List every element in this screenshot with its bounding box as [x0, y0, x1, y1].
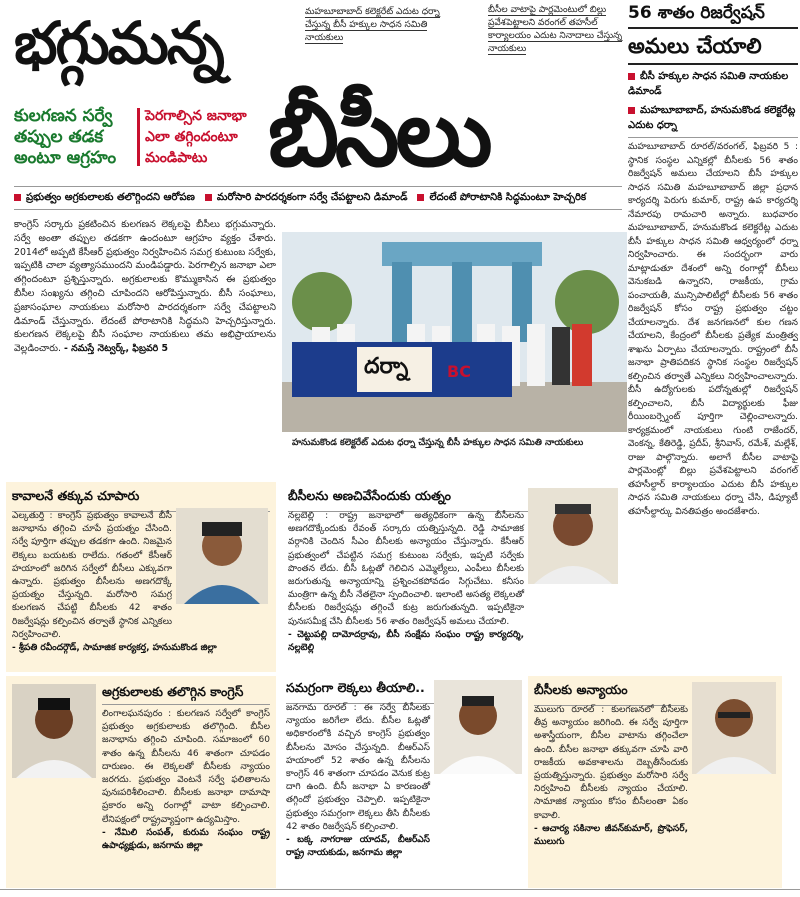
- strip-item-text: మరోసారి పారదర్శకంగా సర్వే చేపట్టాలని డిమాండ్: [216, 192, 408, 203]
- bullet-square-icon: [205, 194, 212, 201]
- page-bottom-rule: [0, 889, 800, 890]
- main-headline: బీసీలు: [268, 80, 489, 187]
- bullet-square-icon: [417, 194, 424, 201]
- section-body-text: లింగాలఘనపురం : కులగణన సర్వేలో కాంగ్రెస్ ప్రభుత్వం అగ్రకులాలకు తలొగ్గింది. బీసీల జనాభాను తగ్గించి చూపింది. సమాజంలో 60 శాతం ఉన్న బీసీలను 46 శాతంగా చూపడం దారుణం. ఈ లెక్కలతో బీసీలకు న్యాయం జరగదు. ప్రభుత్వం వెంటనే సర్వే ఫలితాలను పునఃపరిశీలించాలి. బీసీలకు జనాభా దామాషా ప్రకారం అన్ని రంగాల్లో వాటా కల్పించాలి. లేనిపక్షంలో రాష్ట్రవ్యాప్తంగా ఉద్యమిస్తాం.: [102, 709, 270, 825]
- section-heading: సమగ్రంగా లెక్కలు తీయాలి..: [286, 680, 425, 695]
- section-body-text: ములుగు రూరల్ : కులగణనలో బీసీలకు తీవ్ర అన్యాయం జరిగింది. ఈ సర్వే పూర్తిగా అశాస్త్రీయంగా, బీసీల వాటాను తగ్గించేలా ఉంది. బీసీల జనాభా తక్కువగా చూపి వారి రాజకీయ అవకాశాలను దెబ్బతీసేందుకు ప్రయత్నిస్తున్నారు. ప్రభుత్వం మరోసారి సర్వే నిర్వహించి బీసీలకు న్యాయం చేయాలి. సామాజిక న్యాయం కోసం బీసీలంతా ఏకం కావాలి.: [534, 705, 688, 821]
- lead-body-text: కాంగ్రెస్ సర్కారు ప్రకటించిన కులగణన లెక్కలపై బీసీలు భగ్గుమన్నారు. సర్వే అంతా తప్పుల తడకగా ఉందంటూ ఆగ్రహం వ్యక్తం చేశారు. 2014లో అప్పటి కేసీఆర్ ప్రభుత్వం నిర్వహించిన సమగ్ర కుటుంబ సర్వేకు, ఇప్పటికి చాలా వ్యత్యాసముందని మండిపడ్డారు. పెరగాల్సిన జనాభా ఎలా తగ్గిందంటూ ప్రశ్నిస్తున్నారు. అగ్రకులాలకు కొమ్ముకాసిన ఈ ప్రభుత్వం బీసీల సంఖ్యను తగ్గించి చూపిందని ఆరోపిస్తున్నారు. బీసీ సంఘాలు, ప్రజాసంఘాల నాయకులు మరోసారి పారదర్శకంగా సర్వే చేపట్టాలని డిమాండ్ చేస్తున్నారు. లేదంటే పోరాటానికి సిద్ధమని హెచ్చరిస్తున్నారు. కులగణన లెక్కలపై బీసీ సంఘాల నాయకులు తమ అభిప్రాయాలను వెల్లడించారు.: [14, 219, 276, 355]
- bullet-square-icon: [14, 194, 21, 201]
- subheadline-left: కులగణన సర్వే తప్పుల తడక అంటూ ఆగ్రహం: [14, 106, 117, 168]
- subheadline-mid: పెరగాల్సిన జనాభా ఎలా తగ్గిందంటూ మండిపాటు: [145, 108, 247, 166]
- section-credit: - చెట్టుపల్లి దామోదర్రావు, బీసీ సంక్షేమ సంఘం రాష్ట్ర కార్యదర్శి, నల్లబెల్లి: [288, 629, 524, 654]
- section-body: [102, 708, 270, 884]
- section-body-text: జనగామ రూరల్ : ఈ సర్వే బీసీలకు న్యాయం జరిగేలా లేదు. బీసీల ఓట్లతో అధికారంలోకి వచ్చిన కాంగ్రెస్ ప్రభుత్వం బీసీలను మోసం చేస్తున్నది. బీఆర్ఎస్ హయాంలో 52 శాతం ఉన్న బీసీలను కాంగ్రెస్ 46 శాతంగా చూపడం వెనుక కుట్ర దాగి ఉంది. బీసీ జనాభా ఏ కారణంతో తగ్గిందో ప్రభుత్వం చెప్పాలి. ఇప్పటికైనా ప్రభుత్వం సమగ్రంగా లెక్కలు తీసి బీసీలకు 42 శాతం రిజర్వేషన్ కల్పించాలి.: [286, 703, 430, 832]
- portrait-photo: [434, 680, 522, 774]
- side-divider: [628, 137, 798, 138]
- protest-photo-illustration: [282, 232, 627, 432]
- section-body-text: నల్లబెల్లి : రాష్ట్ర జనాభాలో అత్యధికంగా ఉన్న బీసీలను అణగదొక్కేందుకు రేవంత్ సర్కారు యత్నిస్తున్నది. రెడ్డి సామాజిక వర్గానికి చెందిన సీఎం బీసీలకు అన్యాయం చేస్తున్నారు. కేసీఆర్ ప్రభుత్వంలో చేపట్టిన సమగ్ర కుటుంబ సర్వేకు, ఇప్పటి సర్వేకు పొంతన లేదు. బీసీ ఓట్లతో గెలిచిన ఎమ్మెల్యేలు, ఎంపీలు బీసీలకు జరుగుతున్న అన్యాయాన్ని ప్రశ్నించకపోవడం సిగ్గుచేటు. కనీసం మంత్రిగా ఉన్న బీసీ నేతలైనా స్పందించాలి. ఇలాంటి అసత్య లెక్కలతో బీసీలకు రిజర్వేషన్లు తగ్గించే కుట్ర జరుగుతున్నది. ఇప్పటికైనా పునఃసమీక్ష చేసి బీసీలకు 56 శాతం రిజర్వేషన్ అమలు చేయాలి.: [288, 511, 524, 627]
- section-heading: బీసీలను అణచివేసేందుకు యత్నం: [288, 488, 451, 503]
- teaser-warangal: [488, 4, 628, 56]
- lead-credit: - నమస్తే నెట్వర్క్, ఫిబ్రవరి 5: [63, 343, 168, 355]
- lead-article: [14, 218, 276, 468]
- section-heading: కావాలనే తక్కువ చూపారు: [12, 488, 140, 503]
- portrait-photo: [176, 508, 268, 604]
- photo-caption: హనుమకొండ కలెక్టరేట్ ఎదుట ధర్నా చేస్తున్న బీసీ హక్కుల సాధన సమితి నాయకులు: [292, 438, 584, 448]
- section-body: [288, 510, 524, 668]
- side-divider: [628, 63, 798, 65]
- teaser-text: మహబూబాబాద్ కలెక్టరేట్ ఎదుట ధర్నా చేస్తున్న బీసీ హక్కుల సాధన సమితి నాయకులు: [305, 7, 440, 43]
- section-heading: బీసీలకు అన్యాయం: [534, 682, 628, 697]
- bullet-text: బీసీ హక్కుల సాధన సమితి నాయకుల డిమాండ్: [628, 71, 789, 97]
- side-body-text: మహబూబాబాద్ రూరల్/వరంగల్, ఫిబ్రవరి 5 : స్థానిక సంస్థల ఎన్నికల్లో బీసీలకు 56 శాతం రిజర్వేషన్ అమలు చేయాలని బీసీ హక్కుల సాధన సమితి మహబూబాబాద్ జిల్లా ప్రధాన కార్యదర్శి పెరుగు కుమార్, రాష్ట్ర ఉప కార్యదర్శి నేమారపు రామచారి అన్నారు. బుధవారం మహబూబాబాద్, హనుమకొండ కలెక్టరేట్ల ఎదుట బీసీ హక్కుల సాధన సమితి ఆధ్వర్యంలో ధర్నా నిర్వహించారు. ఈ సందర్భంగా వారు మాట్లాడుతూ దేశంలో అన్ని రంగాల్లో బీసీలు వెనుకబడి ఉన్నారని, రాజకీయ, గ్రామ పంచాయతీ, మున్సిపాలిటీల్లో బీసీలకు 56 శాతం రిజర్వేషన్ కోసం రాష్ట్ర ప్రభుత్వం చట్టం చేయాలన్నారు. దేశ జనగణనలో కుల గణన చేయాలని, కేంద్రంలో బీసీలకు ప్రత్యేక మంత్రిత్వ శాఖను ఏర్పాటు చేయాలన్నారు. రాష్ట్రంలో బీసీ జనాభా ప్రాతిపదికన స్థానిక సంస్థల రిజర్వేషన్ కల్పించిన తర్వాతే ఎన్నికలు నిర్వహించాలన్నారు. బీసీ ఉద్యోగులకు పదోన్నతుల్లో రిజర్వేషన్ కల్పించాలని, బీసీ విద్యార్థులకు ఫీజు రీయింబర్స్మెంట్ పూర్తిగా చెల్లించాలన్నారు. కార్యక్రమంలో నాయకులు గుంటి రాజేందర్, వెంకన్న, కేతిరెడ్డి, ప్రదీప్, శ్రీనివాస్, రమేశ్, మల్లేశ్, రాజు పాల్గొన్నారు. అలాగే బీసీల వాటాపై పార్లమెంట్లో బిల్లు ప్రవేశపెట్టాలని వరంగల్ తహసీల్దార్ కార్యాలయం ఎదుట బీసీ హక్కుల సాధన సమితి నాయకులు ధర్నా చేసి, డిప్యూటీ తహసీల్దార్కు వినతిపత్రం అందజేశారు.: [628, 142, 798, 517]
- opinion-box-3: [6, 676, 276, 888]
- side-divider: [628, 27, 798, 29]
- section-credit: - బక్క నాగరాజు యాదవ్, బీఆర్ఎస్ రాష్ట్ర నాయకుడు, జనగామ జిల్లా: [286, 835, 430, 859]
- opinion-box-4: [282, 676, 524, 888]
- bullet-text: మహబూబాబాద్, హనుమకొండ కలెక్టరేట్ల ఎదుట ధర్నా: [628, 105, 796, 131]
- strip-item: [205, 191, 408, 205]
- portrait-photo: [12, 684, 96, 778]
- strip-item-text: ప్రభుత్వం అగ్రకులాలకు తలొగ్గిందని ఆరోపణ: [26, 192, 195, 203]
- main-headline-top: భగ్గుమన్న: [14, 9, 223, 77]
- teaser-text: బీసీల వాటాపై పార్లమెంటులో బిల్లు ప్రవేశపెట్టాలని వరంగల్ తహసీల్ కార్యాలయం ఎదుట నినాదాలు చేస్తున్న నాయకులు: [488, 5, 623, 54]
- opinion-box-5: [528, 676, 782, 888]
- portrait-photo: [528, 488, 618, 584]
- divider-red: [137, 108, 140, 166]
- side-bullet: [628, 103, 798, 133]
- portrait-photo: [692, 682, 776, 774]
- banner-text: దర్నా: [364, 354, 409, 379]
- opinion-box-1: [6, 482, 276, 672]
- bullet-square-icon: [628, 73, 635, 80]
- protest-photo: [282, 232, 627, 432]
- section-body: [534, 704, 688, 884]
- side-headline: అమలు చేయాలి: [628, 34, 762, 58]
- section-credit: - ఆచార్య సకినాల జీవన్‌కుమార్, ప్రొఫెసర్, ములుగు: [534, 823, 688, 848]
- summary-strip: [14, 186, 622, 210]
- section-body: ఎల్కతుర్తి : కాంగ్రెస్ ప్రభుత్వం కావాలనే బీసీ జనాభాను తగ్గించి చూపే ప్రయత్నం చేసింది. సర్వే పూర్తిగా తప్పుల తడకగా ఉంది. నిజమైన లెక్కలు బయటకు రాలేదు. గతంలో కేసీఆర్ హయాంలో జరిగిన సర్వేలో బీసీలు ఎక్కువగా ఉన్నారు. ప్రభుత్వం బీసీలను అణగదొక్కే ప్రయత్నం చేస్తున్నది. మరోసారి సమగ్ర కులగణన చేపట్టి బీసీలకు 42 శాతం రిజర్వేషన్లు కల్పించిన తర్వాతే స్థానిక ఎన్నికలు నిర్వహించాలి.: [12, 511, 172, 640]
- section-body: [286, 702, 430, 882]
- strip-item: [14, 191, 195, 205]
- banner-tag: BC: [447, 362, 471, 381]
- section-heading: అగ్రకులాలకు తలొగ్గిన కాంగ్రెస్: [102, 684, 244, 699]
- section-credit: - శ్రీపతి రవీందర్గౌడ్, సామాజిక కార్యకర్త, హనుమకొండ జిల్లా: [12, 643, 217, 653]
- opinion-box-2: [282, 482, 622, 672]
- side-story: [628, 2, 798, 681]
- bullet-square-icon: [628, 107, 635, 114]
- strip-item-text: లేదంటే పోరాటానికి సిద్ధమంటూ హెచ్చరిక: [429, 192, 587, 203]
- side-bullet: [628, 69, 798, 99]
- section-credit: - నేమిలి సంపత్, కురుమ సంఘం రాష్ట్ర ఉపాధ్యక్షుడు, జనగామ జిల్లా: [102, 827, 270, 852]
- strip-item: [417, 191, 586, 205]
- section-divider: [102, 704, 270, 705]
- side-kicker: 56 శాతం రిజర్వేషన్: [628, 3, 765, 23]
- teaser-mahabubabad: [305, 6, 460, 45]
- section-body-cont: [12, 606, 270, 670]
